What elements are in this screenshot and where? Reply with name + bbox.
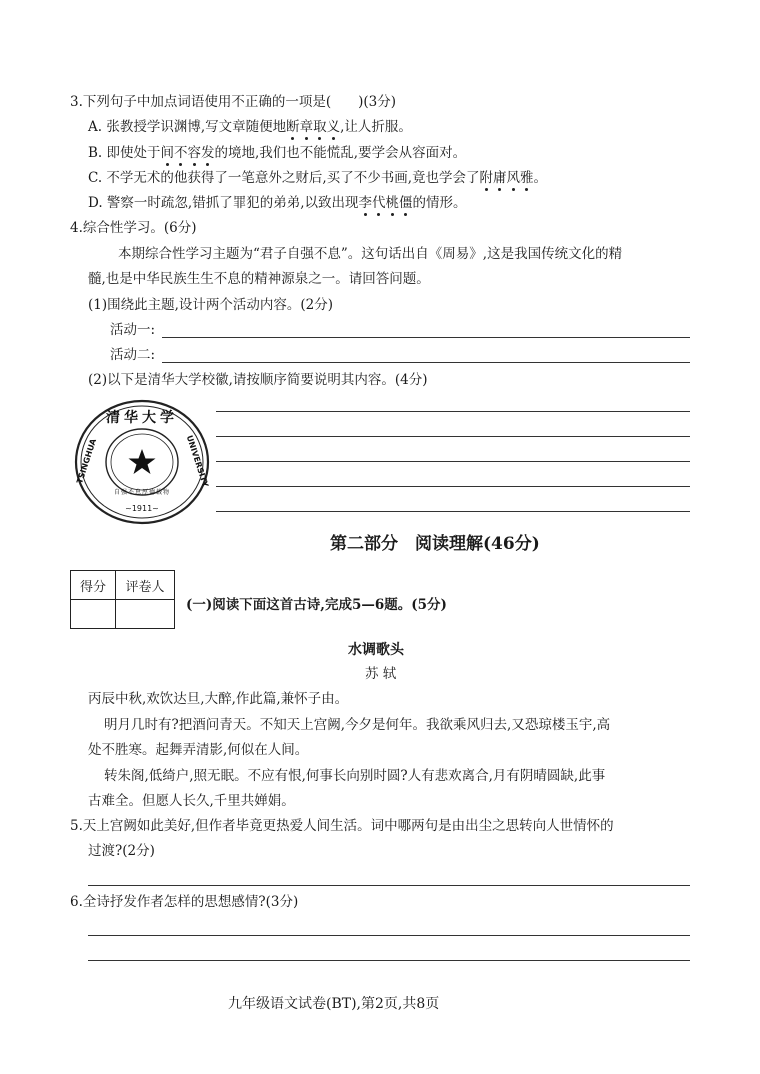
- q4-intro-line2: 髓,也是中华民族生生不息的精神源泉之一。请回答问题。: [88, 271, 430, 287]
- q6-stem: 6.全诗抒发作者怎样的思想感情?(3分): [70, 894, 299, 910]
- emphasis-dot-char: 僵: [399, 195, 413, 211]
- emblem-answer-line-5[interactable]: [216, 511, 690, 512]
- part2-title: 第二部分 阅读理解(46分): [330, 534, 540, 554]
- score-table: [70, 570, 175, 629]
- emphasis-dot-char: 断: [286, 119, 300, 135]
- emblem-answer-line-4[interactable]: [216, 486, 690, 487]
- emblem-answer-line-2[interactable]: [216, 436, 690, 437]
- emphasis-dot-char: 李: [358, 195, 373, 211]
- q3-a-post: ,让人折服。: [340, 119, 412, 135]
- q4-stem: 4.综合性学习。(6分): [70, 220, 197, 236]
- q3-c-marked: [480, 170, 534, 186]
- activity1-answer-line[interactable]: [162, 337, 690, 338]
- q3-c-post: 。: [533, 170, 548, 186]
- poem-author: 苏 轼: [365, 666, 397, 682]
- emphasis-dot-char: 附: [479, 170, 494, 186]
- emblem-answer-line-1[interactable]: [216, 411, 690, 412]
- emphasis-dot-char: 桃: [385, 195, 400, 211]
- emphasis-dot-char: 间: [160, 145, 175, 161]
- q3-b-marked: [161, 145, 215, 161]
- poem-line3: 转朱阁,低绮户,照无眠。不应有恨,何事长向别时圆?人有悲欢离合,月有阴晴圆缺,此事: [104, 768, 606, 784]
- grader-header: 评卷人: [116, 571, 175, 600]
- emphasis-dot-char: 庸: [493, 170, 507, 186]
- q3-b-text: B. 即使处于: [88, 145, 161, 161]
- q3-c-text: C. 不学无术的他获得了一笔意外之财后,买了不少书画,竟也学会了: [88, 170, 480, 186]
- q3-option-b: [88, 145, 466, 161]
- q4-intro-line1: 本期综合性学习主题为“君子自强不息”。这句话出自《周易》,这是我国传统文化的精: [118, 246, 623, 262]
- emphasis-dot-char: 章: [299, 119, 314, 135]
- q3-d-post: 的情形。: [412, 195, 467, 211]
- activity1-label: 活动一:: [110, 322, 156, 338]
- emphasis-dot-char: 容: [187, 145, 202, 161]
- q4-sub2: (2)以下是清华大学校徽,请按顺序简要说明其内容。(4分): [88, 372, 428, 388]
- q5-stem-line2: 过渡?(2分): [88, 843, 155, 859]
- q3-d-marked: [359, 195, 413, 211]
- poem-line2: 处不胜寒。起舞弄清影,何似在人间。: [88, 742, 309, 758]
- q4-sub1: (1)围绕此主题,设计两个活动内容。(2分): [88, 297, 334, 313]
- q3-option-d: [88, 195, 467, 211]
- section1-instruction: (一)阅读下面这首古诗,完成5—6题。(5分): [186, 597, 447, 613]
- emphasis-dot-char: 雅: [520, 170, 534, 186]
- q6-answer-line-1[interactable]: [88, 935, 690, 936]
- q5-stem-line1: 5.天上宫阙如此美好,但作者毕竟更热爱人间生活。词中哪两句是由出尘之思转向人世情怀的: [70, 818, 614, 834]
- q6-answer-line-2[interactable]: [88, 960, 690, 961]
- poem-title: 水调歌头: [348, 642, 404, 658]
- poem-line1: 明月几时有?把酒问青天。不知天上宫阙,今夕是何年。我欲乘风归去,又恐琼楼玉宇,高: [104, 717, 611, 733]
- poem-preface: 丙辰中秋,欢饮达旦,大醉,作此篇,兼怀子由。: [88, 691, 349, 707]
- q3-a-marked: [286, 119, 340, 135]
- emblem-answer-line-3[interactable]: [216, 461, 690, 462]
- q3-b-post: 的境地,我们也不能慌乱,要学会从容面对。: [214, 145, 467, 161]
- emblem-inner-motto: 自强不息厚德载物: [113, 489, 171, 496]
- q3-option-a: [88, 119, 412, 135]
- activity2-label: 活动二:: [110, 347, 156, 363]
- grader-cell[interactable]: [116, 600, 175, 629]
- emblem-right-text: UNIVERSITY: [184, 434, 210, 489]
- activity2-answer-line[interactable]: [162, 362, 690, 363]
- emphasis-dot-char: 取: [313, 119, 327, 135]
- q5-answer-line[interactable]: [88, 885, 690, 886]
- poem-line4: 古难全。但愿人长久,千里共婵娟。: [88, 793, 295, 809]
- emphasis-dot-char: 代: [372, 195, 386, 211]
- q3-d-text: D. 警察一时疏忽,错抓了罪犯的弟弟,以致出现: [88, 195, 359, 211]
- q3-stem: 3.下列句子中加点词语使用不正确的一项是( )(3分): [70, 94, 397, 110]
- score-cell[interactable]: [71, 600, 116, 629]
- emblem-left-text: TSINGHUA: [75, 437, 99, 485]
- emblem-top-text: 清华大学: [106, 410, 178, 426]
- emphasis-dot-char: 不: [174, 145, 188, 161]
- q3-a-text: A. 张教授学识渊博,写文章随便地: [88, 119, 287, 135]
- emphasis-dot-char: 义: [326, 119, 341, 135]
- emphasis-dot-char: 风: [506, 170, 521, 186]
- q3-option-c: [88, 170, 547, 186]
- emphasis-dot-char: 发: [201, 145, 215, 161]
- page-footer: 九年级语文试卷(BT),第2页,共8页: [228, 996, 440, 1012]
- tsinghua-emblem-icon: [72, 398, 212, 526]
- emblem-year: ~1911~: [125, 504, 159, 513]
- score-header: 得分: [71, 571, 116, 600]
